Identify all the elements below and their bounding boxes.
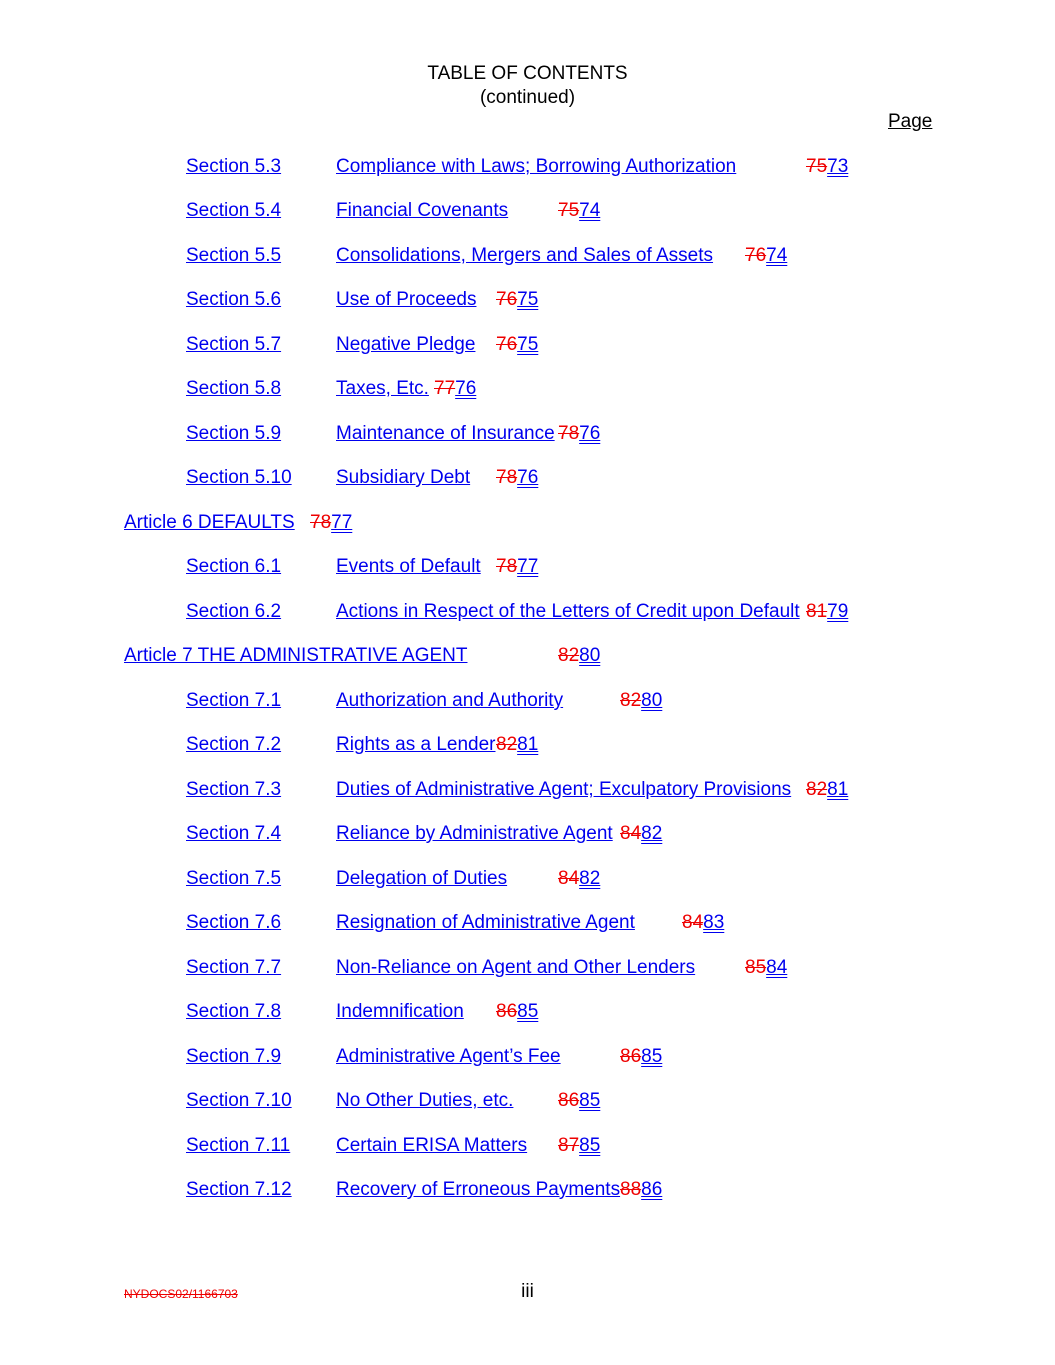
section-title-link[interactable]: Financial Covenants [336, 200, 509, 221]
section-title-link[interactable]: Rights as a Lender [336, 734, 496, 755]
inserted-page-number[interactable]: 85 [517, 1001, 539, 1022]
deleted-page-number: 78 [310, 512, 332, 533]
page-reference[interactable] [558, 199, 600, 223]
inserted-page-number[interactable]: 80 [579, 645, 601, 666]
inserted-page-number[interactable]: 77 [517, 556, 539, 577]
article-title-link[interactable]: Article 7 THE ADMINISTRATIVE AGENT [124, 645, 468, 666]
section-title-link[interactable]: Administrative Agent’s Fee [336, 1046, 561, 1067]
toc-subtitle: (continued) [479, 87, 576, 108]
toc-article-row [0, 511, 1055, 535]
section-number-link[interactable]: Section 7.5 [186, 868, 282, 889]
page-reference[interactable] [434, 377, 476, 401]
deleted-page-number: 75 [806, 156, 828, 177]
section-title-link[interactable]: Negative Pledge [336, 334, 476, 355]
inserted-page-number[interactable]: 79 [827, 601, 849, 622]
article-title-link[interactable]: Article 6 DEFAULTS [124, 512, 295, 533]
page-reference[interactable] [558, 422, 600, 446]
page-reference[interactable] [682, 911, 724, 935]
page-reference[interactable] [620, 1045, 662, 1069]
toc-section-row [0, 1045, 1055, 1069]
inserted-page-number[interactable]: 83 [703, 912, 725, 933]
toc-section-row [0, 822, 1055, 846]
section-title-link[interactable]: Certain ERISA Matters [336, 1135, 528, 1156]
section-number-link[interactable]: Section 7.1 [186, 690, 282, 711]
page-reference[interactable] [620, 822, 662, 846]
inserted-page-number[interactable]: 80 [641, 690, 663, 711]
inserted-page-number[interactable]: 76 [579, 423, 601, 444]
inserted-page-number[interactable]: 82 [641, 823, 663, 844]
deleted-page-number: 78 [496, 556, 518, 577]
toc-section-row [0, 155, 1055, 179]
section-title-link[interactable]: Recovery of Erroneous Payments [336, 1179, 621, 1200]
deleted-page-number: 76 [496, 334, 518, 355]
inserted-page-number[interactable]: 75 [517, 334, 539, 355]
page-reference[interactable] [745, 956, 787, 980]
toc-section-row [0, 778, 1055, 802]
section-number-link[interactable]: Section 7.8 [186, 1001, 282, 1022]
section-title-link[interactable]: Consolidations, Mergers and Sales of Assets [336, 245, 714, 266]
page-reference[interactable] [558, 1089, 600, 1113]
section-title-link[interactable]: Maintenance of Insurance [336, 423, 555, 444]
section-number-link[interactable]: Section 5.9 [186, 423, 282, 444]
section-number-link[interactable]: Section 5.3 [186, 156, 282, 177]
inserted-page-number[interactable]: 74 [766, 245, 788, 266]
toc-section-row [0, 333, 1055, 357]
deleted-page-number: 84 [558, 868, 580, 889]
inserted-page-number[interactable]: 85 [579, 1090, 601, 1111]
section-title-link[interactable]: Use of Proceeds [336, 289, 477, 310]
page-reference[interactable] [806, 600, 848, 624]
page-reference[interactable] [745, 244, 787, 268]
section-title-link[interactable]: Actions in Respect of the Letters of Credit upon Default [336, 601, 800, 622]
deleted-page-number: 76 [745, 245, 767, 266]
deleted-page-number: 82 [496, 734, 518, 755]
section-title-link[interactable]: Compliance with Laws; Borrowing Authorization [336, 156, 737, 177]
page-reference[interactable] [496, 333, 538, 357]
deleted-page-number: 84 [620, 823, 642, 844]
inserted-page-number[interactable]: 73 [827, 156, 849, 177]
toc-section-row [0, 288, 1055, 312]
section-number-link[interactable]: Section 7.12 [186, 1179, 292, 1200]
section-title-link[interactable]: Duties of Administrative Agent; Exculpatory Provisions [336, 779, 792, 800]
section-title-link[interactable]: Reliance by Administrative Agent [336, 823, 613, 844]
deleted-page-number: 82 [558, 645, 580, 666]
toc-section-row [0, 1089, 1055, 1113]
toc-section-row [0, 1000, 1055, 1024]
toc-section-row [0, 733, 1055, 757]
page-reference[interactable] [558, 1134, 600, 1158]
deleted-page-number: 81 [806, 601, 828, 622]
page-reference[interactable] [558, 644, 600, 668]
deleted-page-number: 82 [620, 690, 642, 711]
toc-section-row [0, 1134, 1055, 1158]
toc-section-row [0, 377, 1055, 401]
inserted-page-number[interactable]: 81 [517, 734, 539, 755]
section-number-link[interactable]: Section 7.2 [186, 734, 282, 755]
deleted-page-number: 88 [620, 1179, 642, 1200]
section-number-link[interactable]: Section 5.7 [186, 334, 282, 355]
section-number-link[interactable]: Section 7.9 [186, 1046, 282, 1067]
deleted-page-number: 87 [558, 1135, 580, 1156]
inserted-page-number[interactable]: 77 [331, 512, 353, 533]
toc-section-row [0, 555, 1055, 579]
page-reference[interactable] [620, 689, 662, 713]
page-reference[interactable] [806, 778, 848, 802]
section-number-link[interactable]: Section 6.2 [186, 601, 282, 622]
toc-section-row [0, 199, 1055, 223]
section-number-link[interactable]: Section 7.3 [186, 779, 282, 800]
toc-section-row [0, 244, 1055, 268]
toc-section-row [0, 422, 1055, 446]
deleted-page-number: 78 [558, 423, 580, 444]
deleted-page-number: 77 [434, 378, 456, 399]
inserted-page-number[interactable]: 75 [517, 289, 539, 310]
deleted-page-number: 78 [496, 467, 518, 488]
page-reference[interactable] [496, 1000, 538, 1024]
toc-section-row [0, 600, 1055, 624]
inserted-page-number[interactable]: 81 [827, 779, 849, 800]
section-title-link[interactable]: Delegation of Duties [336, 868, 508, 889]
inserted-page-number[interactable]: 82 [579, 868, 601, 889]
section-number-link[interactable]: Section 5.8 [186, 378, 282, 399]
inserted-page-number[interactable]: 85 [579, 1135, 601, 1156]
inserted-page-number[interactable]: 76 [517, 467, 539, 488]
toc-section-row [0, 956, 1055, 980]
toc-section-row [0, 1178, 1055, 1202]
deleted-page-number: 86 [558, 1090, 580, 1111]
toc-title: TABLE OF CONTENTS [427, 63, 628, 84]
section-title-link[interactable]: Resignation of Administrative Agent [336, 912, 635, 933]
deleted-page-number: 76 [496, 289, 518, 310]
inserted-page-number[interactable]: 84 [766, 957, 788, 978]
section-number-link[interactable]: Section 7.7 [186, 957, 282, 978]
page-reference[interactable] [496, 733, 538, 757]
deleted-page-number: 75 [558, 200, 580, 221]
toc-section-row [0, 466, 1055, 490]
page-number: iii [521, 1281, 534, 1302]
inserted-page-number[interactable]: 74 [579, 200, 601, 221]
toc-section-row [0, 689, 1055, 713]
toc-section-row [0, 911, 1055, 935]
inserted-page-number[interactable]: 86 [641, 1179, 663, 1200]
deleted-page-number: 82 [806, 779, 828, 800]
page-reference[interactable] [620, 1178, 662, 1202]
page-reference[interactable] [496, 288, 538, 312]
page-column-label: Page [888, 111, 933, 132]
section-title-link[interactable]: No Other Duties, etc. [336, 1090, 514, 1111]
section-title-link[interactable]: Subsidiary Debt [336, 467, 471, 488]
section-title-link[interactable]: Taxes, Etc. [336, 378, 429, 399]
deleted-page-number: 85 [745, 957, 767, 978]
section-title-link[interactable]: Events of Default [336, 556, 481, 577]
section-number-link[interactable]: Section 7.4 [186, 823, 282, 844]
inserted-page-number[interactable]: 76 [455, 378, 477, 399]
toc-section-row [0, 867, 1055, 891]
deleted-page-number: 86 [496, 1001, 518, 1022]
section-number-link[interactable]: Section 5.6 [186, 289, 282, 310]
section-number-link[interactable]: Section 5.4 [186, 200, 282, 221]
deleted-page-number: 86 [620, 1046, 642, 1067]
page-reference[interactable] [496, 555, 538, 579]
page-reference[interactable] [310, 511, 352, 535]
page-reference[interactable] [806, 155, 848, 179]
section-number-link[interactable]: Section 7.10 [186, 1090, 292, 1111]
section-number-link[interactable]: Section 5.10 [186, 467, 292, 488]
section-title-link[interactable]: Indemnification [336, 1001, 464, 1022]
section-title-link[interactable]: Authorization and Authority [336, 690, 564, 711]
inserted-page-number[interactable]: 85 [641, 1046, 663, 1067]
section-number-link[interactable]: Section 7.11 [186, 1135, 291, 1156]
document-id: NYDOCS02/1166703 [124, 1287, 238, 1301]
page-reference[interactable] [496, 466, 538, 490]
section-number-link[interactable]: Section 7.6 [186, 912, 282, 933]
section-number-link[interactable]: Section 5.5 [186, 245, 282, 266]
section-title-link[interactable]: Non-Reliance on Agent and Other Lenders [336, 957, 696, 978]
section-number-link[interactable]: Section 6.1 [186, 556, 282, 577]
page-reference[interactable] [558, 867, 600, 891]
deleted-page-number: 84 [682, 912, 704, 933]
toc-article-row [0, 644, 1055, 668]
